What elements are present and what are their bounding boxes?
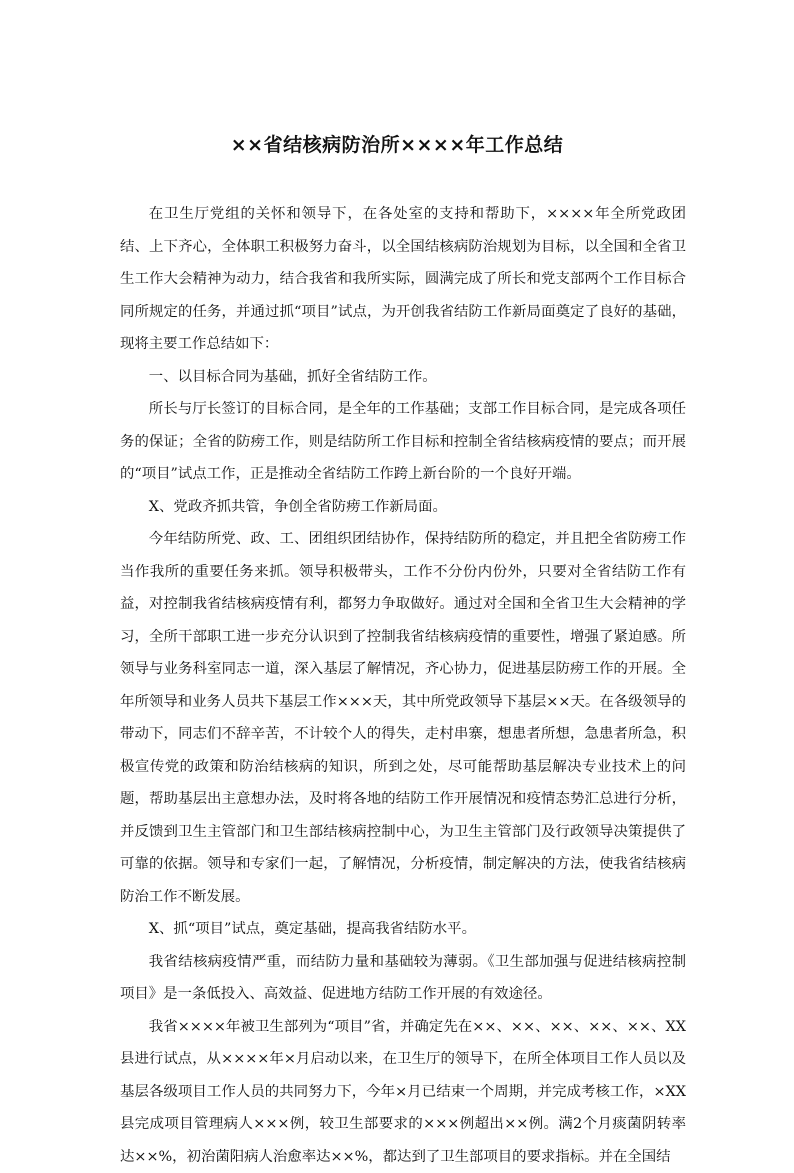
- document-body: [120, 198, 686, 1173]
- section-heading-2: X、党政齐抓共管，争创全省防痨工作新局面。: [120, 491, 686, 524]
- section-heading-3: X、抓“项目”试点，奠定基础，提高我省结防水平。: [120, 913, 686, 946]
- paragraph-party-government: 今年结防所党、政、工、团组织团结协作，保持结防所的稳定，并且把全省防痨工作当作我所的重要任务来抓。领导积极带头，工作不分份内份外，只要对全省结防工作有益，对控制我省结核病疫情有利，都努力争取做好。通过对全国和全省卫生大会精神的学习，全所干部职工进一步充分认识到了控制我省结核病疫情的重要性，增强了紧迫感。所领导与业务科室同志一道，深入基层了解情况，齐心协力，促进基层防痨工作的开展。全年所领导和业务人员共下基层工作×××天，其中所党政领导下基层××天。在各级领导的带动下，同志们不辞辛苦，不计较个人的得失，走村串寨，想患者所想，急患者所急，积极宣传党的政策和防治结核病的知识，所到之处，尽可能帮助基层解决专业技术上的问题，帮助基层出主意想办法，及时将各地的结防工作开展情况和疫情态势汇总进行分析，并反馈到卫生主管部门和卫生部结核病控制中心，为卫生主管部门及行政领导决策提供了可靠的依据。领导和专家们一起，了解情况，分析疫情，制定解决的方法，使我省结核病防治工作不断发展。: [120, 523, 686, 913]
- section-heading-1: 一、以目标合同为基础，抓好全省结防工作。: [120, 361, 686, 394]
- paragraph-project-basis: 我省结核病疫情严重，而结防力量和基础较为薄弱。《卫生部加强与促进结核病控制项目》是一条低投入、高效益、促进地方结防工作开展的有效途径。: [120, 946, 686, 1011]
- document-title: ××省结核病防治所××××年工作总结: [0, 130, 794, 157]
- paragraph-project-pilot: 我省××××年被卫生部列为“项目”省，并确定先在××、××、××、××、××、XX县进行试点，从××××年×月启动以来，在卫生厅的领导下，在所全体项目工作人员以及基层各级项目工作人员的共同努力下，今年×月已结束一个周期，并完成考核工作，×XX县完成项目管理病人×××例，较卫生部要求的×××例超出××例。满2个月痰菌阴转率达××%，初治菌阳病人治愈率达××%，都达到了卫生部项目的要求指标。并在全国结: [120, 1011, 686, 1173]
- paragraph-target-contract: 所长与厅长签订的目标合同，是全年的工作基础；支部工作目标合同，是完成各项任务的保证；全省的防痨工作，则是结防所工作目标和控制全省结核病疫情的要点；而开展的“项目”试点工作，正是推动全省结防工作跨上新台阶的一个良好开端。: [120, 393, 686, 491]
- paragraph-intro: 在卫生厅党组的关怀和领导下，在各处室的支持和帮助下，××××年全所党政团结、上下齐心，全体职工积极努力奋斗，以全国结核病防治规划为目标，以全国和全省卫生工作大会精神为动力，结合我省和我所实际，圆满完成了所长和党支部两个工作目标合同所规定的任务，并通过抓“项目”试点，为开创我省结防工作新局面奠定了良好的基础，现将主要工作总结如下：: [120, 198, 686, 361]
